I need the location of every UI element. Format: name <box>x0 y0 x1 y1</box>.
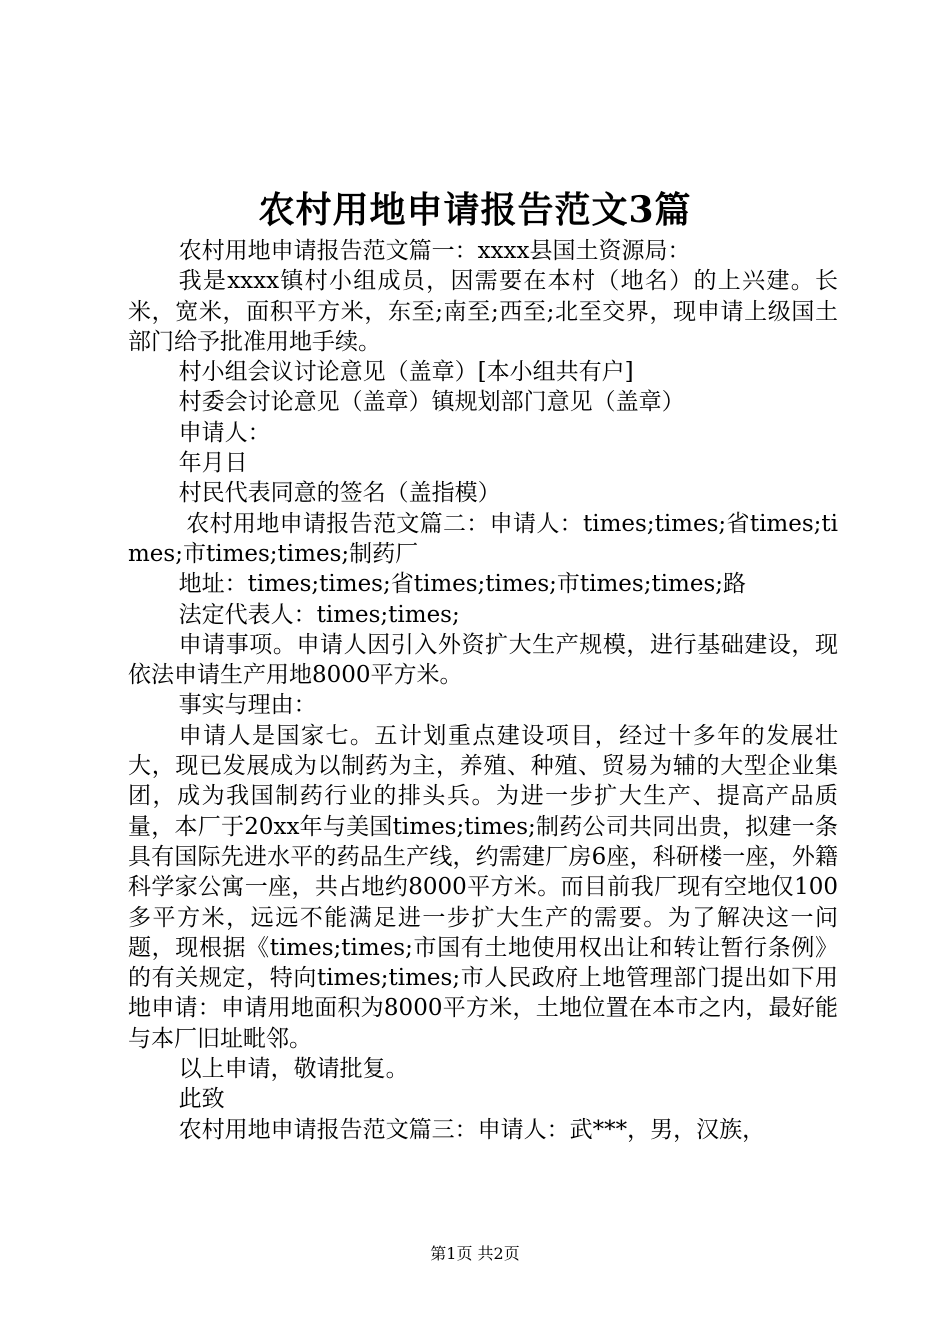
paragraph-villager-signatures: 村民代表同意的签名（盖指模） <box>178 480 501 507</box>
paragraph-application-matter: 申请事项。申请人因引入外资扩大生产规模，进行基础建设，现依法申请生产用地8000平方米。 <box>128 631 838 689</box>
paragraph-legal-representative: 法定代表人：times;times; <box>178 601 460 628</box>
paragraph-facts-heading: 事实与理由： <box>178 692 317 719</box>
page-footer: 第1页 共2页 <box>430 1244 520 1263</box>
paragraph-application-statement: 我是xxxx镇村小组成员，因需要在本村（地名）的上兴建。长米，宽米，面积平方米，东至;南至;西至;北至交界，现申请上级国土部门给予批准用地手续。 <box>128 268 838 355</box>
paragraph-group-meeting-opinion: 村小组会议讨论意见（盖章）[本小组共有户] <box>178 359 634 386</box>
paragraph-facts-body: 申请人是国家七。五计划重点建设项目，经过十多年的发展壮大，现已发展成为以制药为主，养殖、种殖、贸易为辅的大型企业集团，成为我国制药行业的排头兵。为进一步扩大生产、提高产品质量，本厂于20xx年与美国times;times;制药公司共同出贵，拟建一条具有国际先进水平的药品生产线，约需建厂房6座，科研楼一座，外籍科学家公寓一座，共占地约8000平方米。而目前我厂现有空地仅100多平方米，远远不能满足进一步扩大生产的需要。为了解决这一问题，现根据《times;times;市国有土地使用权出让和转让暂行条例》的有关规定，特向times;times;市人民政府上地管理部门提出如下用地申请：申请用地面积为8000平方米，土地位置在本市之内，最好能与本厂旧址毗邻。 <box>128 722 838 1052</box>
paragraph-section-three-heading: 农村用地申请报告范文篇三：申请人：武***，男，汉族， <box>178 1116 766 1143</box>
document-body <box>128 236 838 1145</box>
paragraph-request-approval: 以上申请，敬请批复。 <box>178 1056 409 1083</box>
paragraph-section-two-heading: 农村用地申请报告范文篇二：申请人：times;times;省times;times;市times;times;制药厂 <box>128 510 838 567</box>
page-title: 农村用地申请报告范文3篇 <box>258 189 692 231</box>
paragraph-section-one-heading: 农村用地申请报告范文篇一：xxxx县国土资源局： <box>178 238 691 264</box>
paragraph-applicant-label: 申请人： <box>178 419 271 446</box>
paragraph-date-label: 年月日 <box>178 450 248 477</box>
paragraph-address: 地址：times;times;省times;times;市times;times;路 <box>178 571 747 598</box>
paragraph-salutation: 此致 <box>178 1086 225 1113</box>
paragraph-committee-opinion: 村委会讨论意见（盖章）镇规划部门意见（盖章） <box>178 389 685 416</box>
